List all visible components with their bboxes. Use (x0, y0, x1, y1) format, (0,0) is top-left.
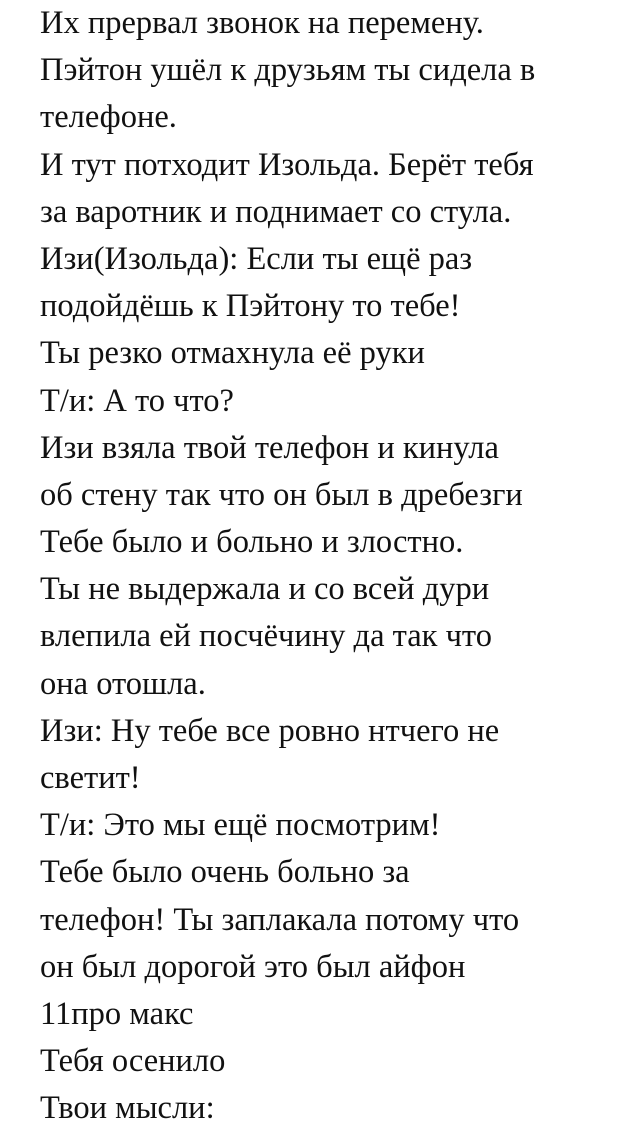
story-line: Ты не выдержала и со всей дури (40, 571, 490, 608)
story-line: об стену так что он был в дребезги (40, 476, 523, 513)
story-line: Тебя осенило (40, 1043, 226, 1080)
story-line: Ты резко отмахнула её руки (40, 335, 425, 372)
story-line: телефон! Ты заплакала потому что (40, 901, 520, 938)
story-line: 11про макс (40, 995, 194, 1032)
story-line: Т/и: Это мы ещё посмотрим! (40, 807, 441, 844)
story-line: Изи: Ну тебе все ровно нтчего не (40, 712, 500, 749)
story-line: влепила ей посчёчину да так что (40, 618, 492, 655)
story-line: Твои мысли: (40, 1090, 215, 1127)
story-line: Тебе было очень больно за (40, 854, 410, 891)
story-line: светит! (40, 760, 141, 796)
story-line: Изи взяла твой телефон и кинула (40, 429, 499, 466)
story-text (40, 0, 610, 1133)
story-line: Изи(Изольда): Если ты ещё раз (40, 240, 473, 277)
story-line: за варотник и поднимает со стула. (40, 193, 512, 230)
story-line: она отошла. (40, 665, 206, 702)
story-line: Их прервал звонок на перемену. (40, 5, 484, 41)
story-line: Пэйтон ушёл к друзьям ты сидела в (40, 52, 536, 89)
story-line: телефоне. (40, 99, 177, 136)
story-line: он был дорогой это был айфон (40, 948, 466, 985)
story-line: Т/и: А то что? (40, 382, 234, 419)
story-line: И тут потходит Изольда. Берёт тебя (40, 146, 534, 183)
story-line: Тебе было и больно и злостно. (40, 524, 464, 561)
story-line: подойдёшь к Пэйтону то тебе! (40, 288, 461, 325)
